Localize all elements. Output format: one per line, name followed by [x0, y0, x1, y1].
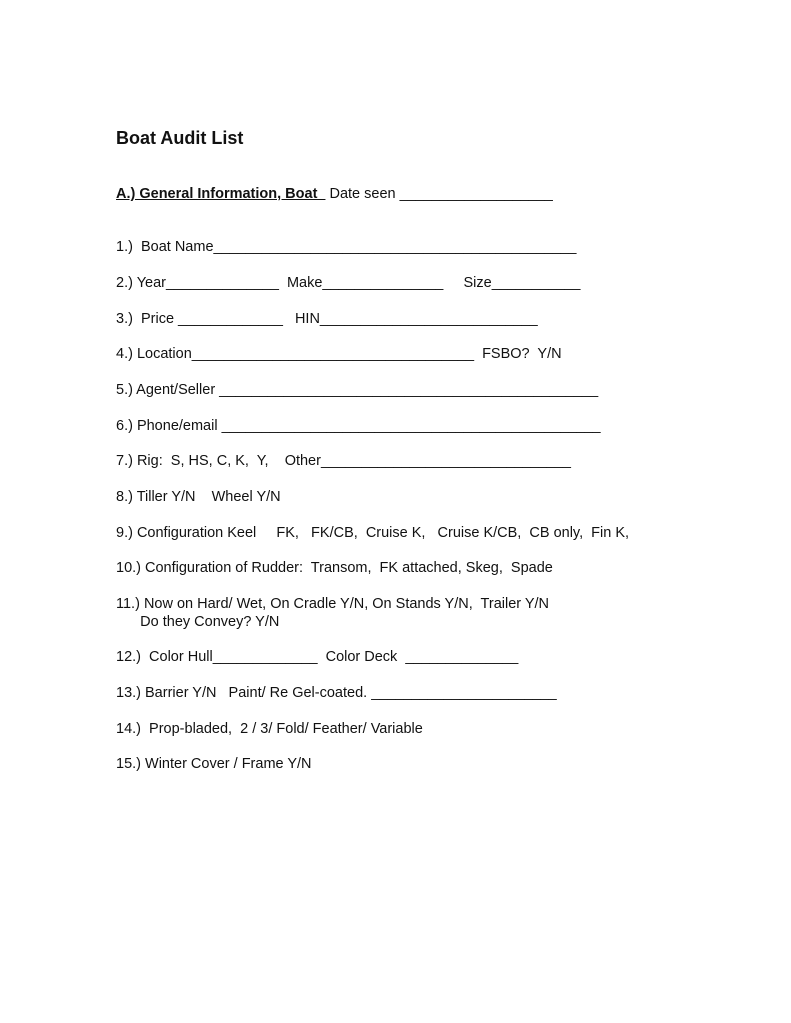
- item-11-location-status: 11.) Now on Hard/ Wet, On Cradle Y/N, On Stands Y/N, Trailer Y/N: [116, 596, 550, 612]
- item-12-color: 12.) Color Hull_____________ Color Deck ______________: [116, 649, 519, 665]
- item-4-location-fsbo: 4.) Location___________________________________ FSBO? Y/N: [116, 346, 562, 362]
- section-a-heading: A.) General Information, Boat: [116, 186, 326, 202]
- item-6-phone-email: 6.) Phone/email _______________________________________________: [116, 418, 601, 434]
- item-15-winter-cover: 15.) Winter Cover / Frame Y/N: [116, 756, 312, 772]
- item-11-convey: Do they Convey? Y/N: [116, 614, 280, 630]
- item-3-price-hin: 3.) Price _____________ HIN___________________________: [116, 311, 538, 327]
- item-1-boat-name: 1.) Boat Name_____________________________________________: [116, 239, 577, 255]
- document-title: Boat Audit List: [116, 128, 244, 148]
- section-a-line: [116, 185, 553, 203]
- item-5-agent-seller: 5.) Agent/Seller _______________________________________________: [116, 382, 599, 398]
- item-2-year-make-size: 2.) Year______________ Make_______________ Size___________: [116, 275, 581, 291]
- item-10-configuration-rudder: 10.) Configuration of Rudder: Transom, FK attached, Skeg, Spade: [116, 560, 553, 576]
- date-seen-field: Date seen ___________________: [325, 186, 553, 202]
- item-8-tiller-wheel: 8.) Tiller Y/N Wheel Y/N: [116, 489, 281, 505]
- item-7-rig: 7.) Rig: S, HS, C, K, Y, Other_______________________________: [116, 453, 571, 469]
- item-9-configuration-keel: 9.) Configuration Keel FK, FK/CB, Cruise K, Cruise K/CB, CB only, Fin K,: [116, 525, 630, 541]
- item-13-barrier-paint: 13.) Barrier Y/N Paint/ Re Gel-coated. _______________________: [116, 685, 557, 701]
- item-14-prop: 14.) Prop-bladed, 2 / 3/ Fold/ Feather/ Variable: [116, 721, 423, 737]
